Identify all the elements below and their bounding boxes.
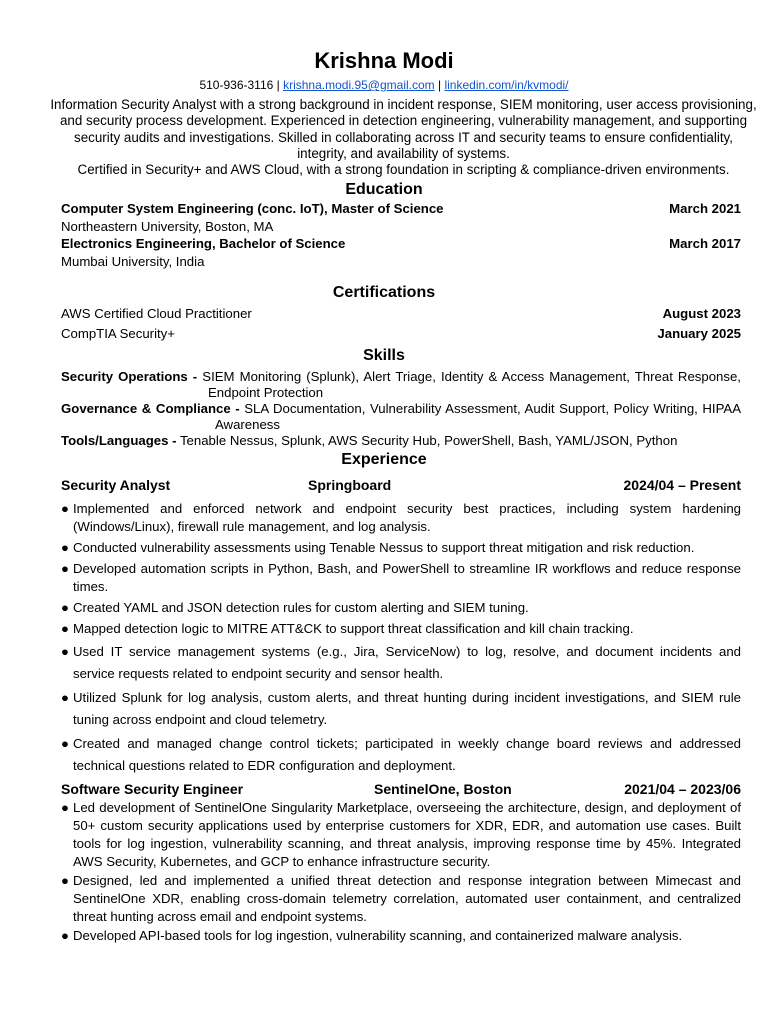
bullet-icon: ● <box>61 928 69 944</box>
bullet-icon: ● <box>61 736 69 752</box>
list-item: ● Implemented and enforced network and endpoint security best practices, including system hardening (Windows/Linux), firewall rule management, and log analysis. <box>61 501 741 535</box>
list-item: ● Utilized Splunk for log analysis, custom alerts, and threat hunting during incident investigations, and SIEM rule tuning across endpoint and cloud telemetry. <box>61 687 741 731</box>
graduation-date: March 2021 <box>669 201 741 217</box>
graduation-date: March 2017 <box>669 236 741 252</box>
certification-item <box>61 304 741 324</box>
bullet-icon: ● <box>61 501 69 517</box>
education-section <box>61 200 741 270</box>
list-item: ● Developed automation scripts in Python, Bash, and PowerShell to streamline IR workflows and reduce response times. <box>61 561 741 595</box>
job-bullets <box>61 500 741 638</box>
job-header <box>61 779 741 799</box>
skill-row <box>61 369 741 401</box>
bullet-icon: ● <box>61 561 69 577</box>
email-link[interactable]: krishna.modi.95@gmail.com <box>283 78 435 92</box>
bullet-icon: ● <box>61 690 69 706</box>
candidate-name: Krishna Modi <box>314 48 454 73</box>
list-item: ● Created YAML and JSON detection rules for custom alerting and SIEM tuning. <box>61 600 529 616</box>
certification-item <box>61 324 741 344</box>
summary <box>48 97 759 178</box>
skill-label: Security Operations - <box>61 369 198 385</box>
job-entry <box>61 779 741 945</box>
education-item <box>61 235 741 253</box>
list-item: ● Led development of SentinelOne Singularity Marketplace, overseeing the architecture, design, and deployment of 50+ custom security applications used by enterprise customers for XDR, EDR, and automation use cases. Built tools for log ingestion, vulnerability scanning, and threat analysis, improving response time by 45%. Integrated AWS Security, Kubernetes, and GCP to enhance infrastructure security. <box>61 800 741 870</box>
experience-heading: Experience <box>341 451 427 469</box>
skill-row <box>61 433 741 449</box>
skill-row <box>61 401 741 433</box>
phone-number: 510-936-3116 <box>199 78 274 92</box>
list-item: ● Created and managed change control tickets; participated in weekly change board reviews and addressed technical questions related to EDR configuration and deployment. <box>61 733 741 777</box>
degree: Computer System Engineering (conc. IoT), Master of Science <box>61 201 444 217</box>
list-item: ● Developed API-based tools for log ingestion, vulnerability scanning, and containerized malware analysis. <box>61 928 683 944</box>
skill-text: SIEM Monitoring (Splunk), Alert Triage, Identity & Access Management, Threat Response, Endpoint Protection <box>197 369 741 401</box>
list-item: ● Conducted vulnerability assessments using Tenable Nessus to support threat mitigation and risk reduction. <box>61 540 695 556</box>
education-heading: Education <box>345 181 423 199</box>
bullet-icon: ● <box>61 800 69 816</box>
list-item: ● Designed, led and implemented a unified threat detection and response integration between Mimecast and SentinelOne XDR, enabling cross-domain telemetry correlation, automated user containment, and centralized threat hunting across email and endpoint systems. <box>61 873 741 925</box>
certification-date: August 2023 <box>662 306 741 322</box>
skill-text: Tenable Nessus, Splunk, AWS Security Hub, PowerShell, Bash, YAML/JSON, Python <box>176 433 678 449</box>
certifications-section <box>61 304 741 344</box>
bullet-icon: ● <box>61 621 69 637</box>
job-bullets <box>61 799 741 945</box>
separator: | <box>273 78 284 92</box>
summary-paragraph: Information Security Analyst with a strong background in incident response, SIEM monitoring, user access provisioning, and security process development. Experienced in detection engineering, vulnerability management, and supporting security audits and investigations. Skilled in collaborating across IT and security teams to ensure confidentiality, integrity, and availability of systems. <box>50 97 757 161</box>
job-company: Springboard <box>308 477 392 494</box>
job-dates: 2024/04 – Present <box>623 477 741 494</box>
skills-section <box>61 369 741 449</box>
job-company: SentinelOne, Boston <box>374 781 512 798</box>
certifications-heading: Certifications <box>332 284 436 302</box>
job-header <box>61 475 741 495</box>
contact-line <box>27 76 741 94</box>
school: Northeastern University, Boston, MA <box>61 218 274 234</box>
separator: | <box>434 78 445 92</box>
job-dates: 2021/04 – 2023/06 <box>624 781 741 798</box>
bullet-icon: ● <box>61 644 69 660</box>
list-item: ● Used IT service management systems (e.g., Jira, ServiceNow) to log, resolve, and document incidents and service requests related to endpoint security and sensor health. <box>61 641 741 685</box>
skill-text: SLA Documentation, Vulnerability Assessment, Audit Support, Policy Writing, HIPAA Awareness <box>215 401 741 433</box>
job-entry <box>61 475 741 777</box>
bullet-icon: ● <box>61 600 69 616</box>
bullet-icon: ● <box>61 873 69 889</box>
education-item <box>61 200 741 218</box>
skill-label: Governance & Compliance - <box>61 401 240 417</box>
certification-name: AWS Certified Cloud Practitioner <box>61 306 252 322</box>
degree: Electronics Engineering, Bachelor of Science <box>61 236 346 252</box>
list-item: ● Mapped detection logic to MITRE ATT&CK to support threat classification and kill chain tracking. <box>61 621 634 637</box>
skill-label: Tools/Languages - <box>61 433 177 449</box>
certification-name: CompTIA Security+ <box>61 326 175 342</box>
job-title: Security Analyst <box>61 477 171 494</box>
job-title: Software Security Engineer <box>61 781 244 798</box>
school: Mumbai University, India <box>61 253 205 269</box>
summary-certs-line: Certified in Security+ and AWS Cloud, with a strong foundation in scripting & compliance-driven environments. <box>77 162 730 178</box>
linkedin-link[interactable]: linkedin.com/in/kvmodi/ <box>444 78 569 92</box>
bullet-icon: ● <box>61 540 69 556</box>
certification-date: January 2025 <box>657 326 741 342</box>
skills-heading: Skills <box>363 347 405 365</box>
job-bullets <box>61 641 741 777</box>
